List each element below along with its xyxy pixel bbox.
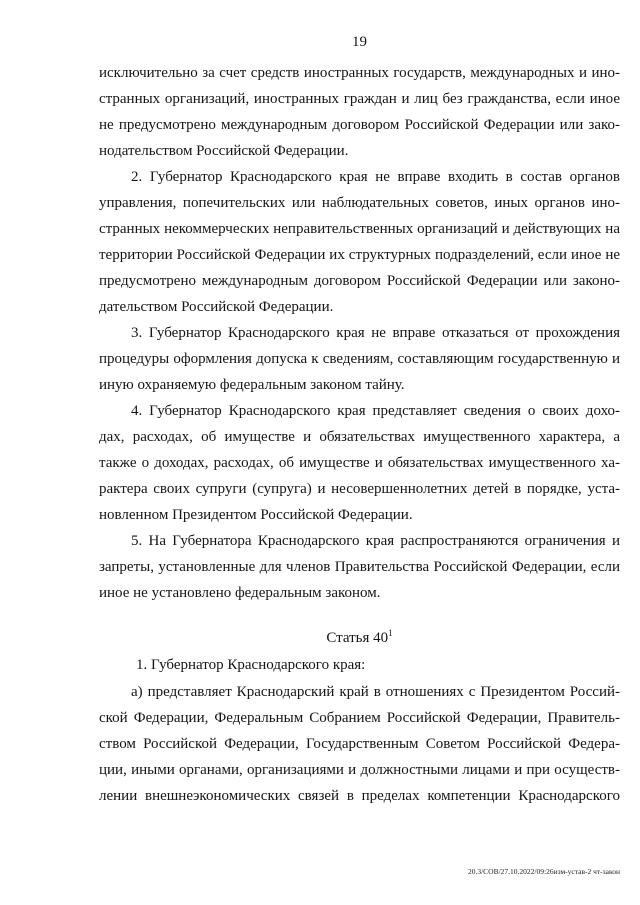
text-line: 5. На Губернатора Краснодарского края распространяются ограничения и [131,533,620,549]
text-line: а) представляет Краснодарский край в отношениях с Президентом Россий- [131,684,620,700]
paragraph [99,679,620,809]
text-line: ской Федерации, Федеральным Собранием Российской Федерации, Правитель- [99,710,620,726]
text-line: иную охраняемую федеральным законом тайну. [99,377,405,393]
article-heading-text: Статья 40 [326,630,389,646]
page-number: 19 [352,34,367,50]
text-line: 4. Губернатор Краснодарского края представляет сведения о своих дохо- [131,403,620,419]
text-line: не предусмотрено международным договором Российской Федерации или зако- [99,117,620,133]
text-line: дательством Российской Федерации. [99,299,334,315]
paragraph [99,320,620,398]
article-heading [99,625,620,651]
article-heading-superscript: 1 [388,628,393,638]
text-line: новленном Президентом Российской Федерации. [99,507,413,523]
text-line: предусмотрено международным договором Российской Федерации или законо- [99,273,620,289]
text-line: исключительно за счет средств иностранных государств, международных и ино- [99,65,620,81]
text-line: ции, иными органами, организациями и должностными лицами и при осуществ- [99,762,620,778]
text-line: нодательством Российской Федерации. [99,143,349,159]
text-line: территории Российской Федерации их структурных подразделений, если иное не [99,247,620,263]
text-line: также о доходах, расходах, об имуществе и обязательствах имущественного ха- [99,455,620,471]
text-line: 3. Губернатор Краснодарского края не вправе отказаться от прохождения [131,325,620,341]
document-code: 20.3/СОВ/27.10.2022/09:26изм-устав-2 чт-закон [467,867,620,876]
text-line: ством Российской Федерации, Государственным Советом Российской Федера- [99,736,620,752]
paragraph [99,398,620,528]
text-line: 1. Губернатор Краснодарского края: [136,657,366,673]
text-line: управления, попечительских или наблюдательных советов, иных органов ино- [99,195,620,211]
paragraph [99,528,620,606]
paragraph [99,60,620,164]
paragraph [99,164,620,320]
text-line: дах, расходах, об имуществе и обязательствах имущественного характера, а [99,429,620,445]
text-line: странных организаций, иностранных граждан и лиц без гражданства, если иное [99,91,620,107]
document-body [99,60,620,809]
text-line: запреты, установленные для членов Правительства Российской Федерации, если [99,559,620,575]
text-line: рактера своих супруги (супруга) и несовершеннолетних детей в порядке, уста- [99,481,620,497]
text-line: 2. Губернатор Краснодарского края не вправе входить в состав органов [131,169,620,185]
text-line: странных некоммерческих неправительственных организаций и действующих на [99,221,620,237]
text-line: процедуры оформления допуска к сведениям, составляющим государственную и [99,351,620,367]
paragraph [99,652,620,678]
text-line: лении внешнеэкономических связей в пределах компетенции Краснодарского [99,788,620,804]
text-line: иное не установлено федеральным законом. [99,585,381,601]
